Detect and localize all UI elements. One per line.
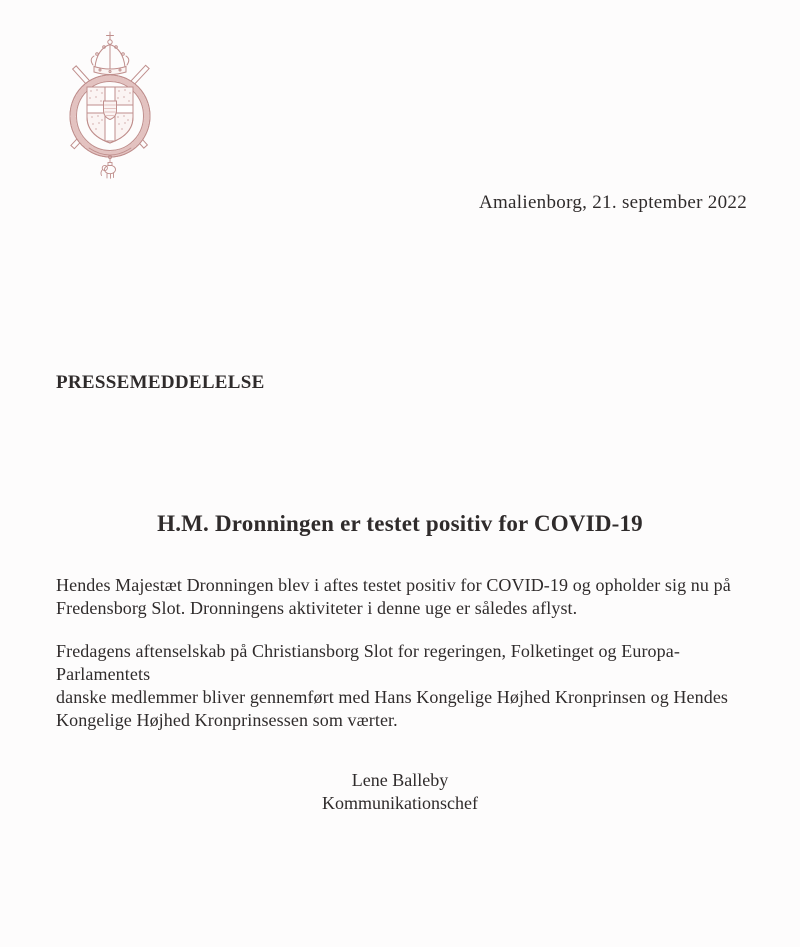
signature-name: Lene Balleby bbox=[351, 770, 449, 790]
paragraph-line: Hendes Majestæt Dronningen blev i aftes testet positiv for COVID-19 og opholder sig nu på bbox=[56, 575, 731, 595]
paragraph-line: Kongelige Højhed Kronprinsessen som værter. bbox=[56, 710, 398, 730]
paragraph-line: Fredensborg Slot. Dronningens aktiviteter i denne uge er således aflyst. bbox=[56, 598, 578, 618]
body-paragraph bbox=[56, 640, 742, 732]
body-paragraph bbox=[56, 574, 742, 620]
royal-coat-of-arms-icon bbox=[67, 29, 153, 183]
signature-block bbox=[0, 769, 800, 815]
dateline: Amalienborg, 21. september 2022 bbox=[478, 192, 747, 213]
paragraph-line: danske medlemmer bliver gennemført med Hans Kongelige Højhed Kronprinsen og Hendes bbox=[56, 687, 729, 707]
paragraph-line: Fredagens aftenselskab på Christiansborg Slot for regeringen, Folketinget og Europa-Parlamentets bbox=[56, 641, 680, 684]
signature-role: Kommunikationschef bbox=[322, 793, 478, 813]
headline: H.M. Dronningen er testet positiv for COVID-19 bbox=[157, 511, 643, 536]
press-release-label: PRESSEMEDDELELSE bbox=[56, 372, 265, 393]
crown-icon bbox=[91, 32, 129, 75]
